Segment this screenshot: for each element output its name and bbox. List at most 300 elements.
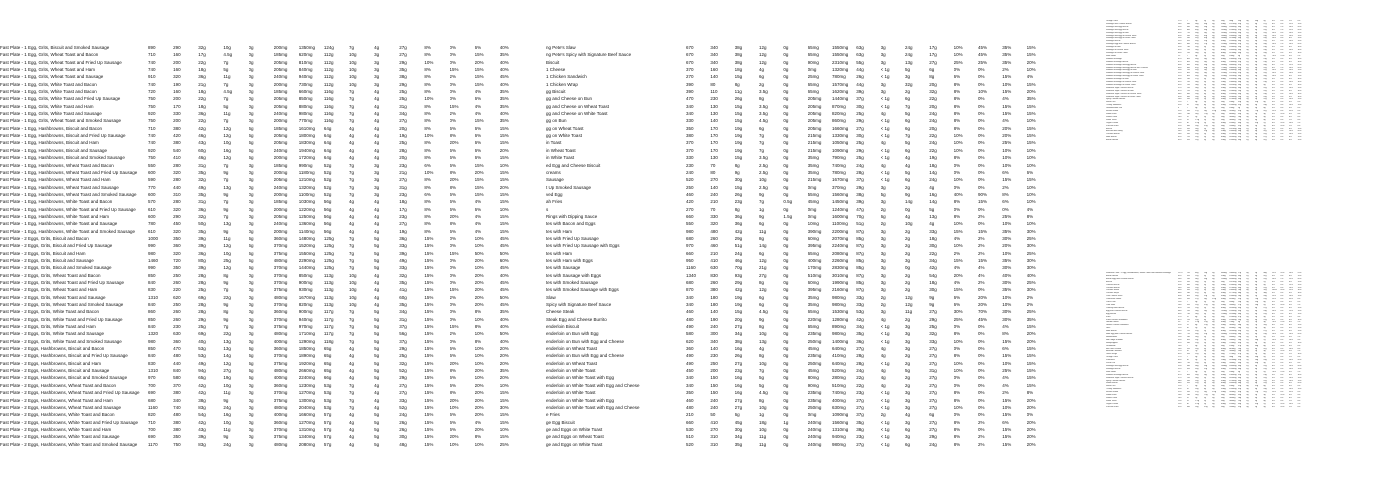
value-cell: 29g	[734, 280, 743, 285]
value-cell: 30g	[1195, 31, 1199, 34]
value-cell: 15%	[424, 368, 434, 374]
item-name-cell: Fried Chicken Sandwich	[1106, 318, 1128, 321]
table-row	[0, 389, 525, 396]
value-cell: 0g	[783, 434, 789, 440]
value-cell: < 1g	[880, 419, 890, 425]
value-cell: 60g	[399, 294, 407, 300]
value-cell: 230	[1186, 46, 1190, 49]
value-cell: 6%	[449, 419, 457, 425]
value-cell: 34g	[1237, 75, 1242, 78]
value-cell: 37g	[856, 96, 864, 102]
value-cell: 41g	[1237, 28, 1242, 31]
value-cell: 280	[173, 162, 181, 168]
value-cell: 45mg	[1220, 376, 1226, 379]
value-cell: 10%	[1288, 286, 1293, 289]
value-cell: 0g	[783, 235, 789, 241]
item-name-cell: Steak Egg and Cheese Burrito	[546, 316, 607, 322]
value-cell: 0%	[1271, 306, 1275, 309]
value-cell: 33g	[1195, 57, 1199, 60]
value-cell: 1050mg	[831, 140, 849, 146]
value-cell: 1660mg	[298, 412, 316, 418]
value-cell: 6%	[449, 375, 457, 381]
value-cell: 0mg	[1220, 301, 1225, 304]
value-cell: 500	[1178, 69, 1182, 72]
value-cell: 8%	[1271, 66, 1275, 69]
value-cell: 15	[1186, 118, 1189, 121]
value-cell: 17g	[1263, 306, 1267, 309]
value-cell: 250	[173, 272, 181, 278]
value-cell: 0mg	[1220, 124, 1225, 127]
value-cell: 15%	[1297, 286, 1302, 289]
value-cell: 3g	[904, 419, 910, 425]
table-row	[0, 110, 525, 117]
value-cell: 150	[1178, 399, 1182, 402]
table-row	[546, 206, 1051, 213]
value-cell: 28g	[1237, 289, 1242, 292]
value-cell: 0%	[1271, 286, 1275, 289]
value-cell: 26g	[399, 419, 407, 425]
value-cell: 0g	[783, 324, 789, 330]
value-cell: 65mg	[807, 81, 819, 87]
table-row	[546, 154, 1051, 161]
value-cell: 180	[710, 302, 718, 308]
value-cell: 0g	[1212, 402, 1215, 405]
value-cell: 570	[1178, 86, 1182, 89]
item-name-cell: Smoked Sausage on Bun	[1106, 78, 1129, 81]
value-cell: 0%	[977, 162, 985, 168]
value-cell: 12g	[1263, 312, 1267, 315]
value-cell: 1g	[1246, 367, 1249, 370]
value-cell: 0%	[1280, 83, 1284, 86]
value-cell: 750	[148, 103, 156, 109]
value-cell: 1180mg	[298, 169, 315, 175]
value-cell: 150	[1186, 110, 1190, 113]
value-cell: 6%	[1288, 280, 1292, 283]
value-cell: 8%	[424, 177, 431, 183]
value-cell: 25g	[856, 111, 864, 117]
value-cell: 0g	[1212, 405, 1215, 408]
value-cell: 410	[1178, 81, 1182, 84]
value-cell: 370	[173, 382, 181, 388]
value-cell: 2%	[1288, 405, 1292, 408]
value-cell: 4%	[953, 280, 961, 285]
value-cell: 15	[1186, 399, 1189, 402]
table-row	[0, 235, 525, 242]
item-name-cell: Pecan Pie	[1106, 362, 1116, 365]
value-cell: 0	[1186, 301, 1188, 304]
value-cell: 4g	[374, 199, 380, 205]
value-cell: 20%	[474, 412, 484, 418]
value-cell: 8%	[449, 169, 457, 175]
value-cell: 0g	[783, 272, 789, 278]
value-cell: 27g	[223, 368, 231, 374]
value-cell: 2%	[1280, 43, 1284, 46]
value-cell: 10%	[953, 360, 963, 366]
value-cell: 640mg	[831, 346, 846, 352]
value-cell: 430	[1178, 289, 1182, 292]
value-cell: 3g	[1254, 34, 1258, 37]
value-cell: 400mg	[273, 412, 288, 418]
value-cell: 10%	[1297, 92, 1302, 95]
value-cell: 0%	[977, 426, 985, 432]
value-cell: 17g	[198, 52, 206, 58]
value-cell: 24g	[856, 162, 864, 168]
value-cell: 2240mg	[298, 375, 316, 381]
value-cell: 6%	[1288, 37, 1292, 40]
value-cell: 94g	[198, 368, 206, 374]
value-cell: 10%	[474, 331, 484, 337]
value-cell: 210	[1186, 362, 1190, 365]
value-cell: 15%	[1002, 397, 1012, 403]
value-cell: 0g	[1212, 98, 1215, 101]
value-cell: 0%	[1271, 57, 1275, 60]
value-cell: 45%	[499, 280, 509, 285]
value-cell: 1090mg	[1229, 34, 1237, 37]
value-cell: 25g	[856, 155, 864, 161]
value-cell: 0%	[449, 243, 457, 249]
value-cell: 13g	[1263, 57, 1267, 60]
value-cell: 54g	[198, 412, 206, 418]
value-cell: 0g	[1212, 283, 1215, 286]
value-cell: 5g	[374, 316, 380, 322]
value-cell: 0%	[1271, 92, 1275, 95]
value-cell: 23g	[856, 390, 864, 396]
value-cell: 0g	[1203, 20, 1206, 22]
value-cell: 2%	[1026, 294, 1034, 300]
value-cell: 480	[1178, 362, 1182, 365]
value-cell: 15%	[424, 353, 434, 359]
value-cell: 20%	[1297, 382, 1302, 385]
value-cell: 40g	[1195, 28, 1199, 31]
value-cell: 24g	[1195, 312, 1199, 315]
value-cell: 0g	[248, 81, 254, 87]
value-cell: 42g	[1237, 341, 1242, 344]
value-cell: 370	[686, 67, 694, 73]
value-cell: 12g	[1263, 40, 1267, 43]
item-name-cell: Fast Plate - 1 Egg, Hashbrowns, White Toast and Sausage	[0, 221, 118, 227]
value-cell: 0g	[1254, 113, 1258, 115]
value-cell: 7g	[349, 390, 355, 396]
value-cell: 6g	[248, 346, 254, 352]
value-cell: 260mg	[1220, 69, 1227, 72]
value-cell: 280	[173, 199, 181, 205]
value-cell: 21g	[399, 169, 407, 175]
value-cell: 700	[148, 426, 156, 432]
value-cell: 170	[710, 140, 718, 146]
value-cell: 0g	[1212, 312, 1215, 315]
value-cell: 280	[1178, 394, 1182, 397]
table-row	[546, 426, 1051, 433]
value-cell: 8g	[1203, 382, 1206, 385]
value-cell: 310	[1186, 277, 1190, 280]
value-cell: 7g	[349, 331, 355, 337]
value-cell: 8%	[449, 133, 457, 139]
value-cell: 8g	[223, 309, 229, 315]
value-cell: 510	[1178, 72, 1182, 75]
value-cell: 4g	[929, 221, 935, 227]
value-cell: 5g	[374, 243, 380, 249]
table-row	[546, 81, 1051, 88]
value-cell: 14g	[758, 243, 767, 249]
table-row	[0, 345, 525, 352]
value-cell: 60g	[1237, 133, 1242, 136]
value-cell: 780	[148, 221, 156, 227]
value-cell: 2%	[1280, 365, 1284, 367]
value-cell: 0%	[1297, 107, 1301, 110]
value-cell: 1560mg	[1229, 57, 1237, 60]
value-cell: 15%	[424, 302, 434, 308]
value-cell: 22g	[1263, 89, 1267, 92]
table-row	[0, 426, 525, 433]
value-cell: 45%	[499, 243, 509, 249]
value-cell: 24g	[399, 412, 407, 418]
value-cell: 17g	[1195, 391, 1199, 394]
value-cell: 520	[686, 177, 694, 183]
value-cell: 235mg	[807, 353, 822, 359]
value-cell: 51g	[734, 243, 743, 249]
value-cell: 200mg	[273, 155, 288, 161]
value-cell: 1g	[1246, 347, 1249, 350]
value-cell: 20%	[474, 368, 484, 374]
value-cell: 12g	[1263, 78, 1267, 81]
value-cell: 10%	[1288, 376, 1293, 379]
value-cell: 31g	[1237, 101, 1242, 104]
value-cell: 7g	[758, 133, 764, 139]
value-cell: 2%	[449, 74, 457, 80]
value-cell: 0g	[783, 133, 789, 139]
value-cell: 30g	[856, 133, 864, 139]
value-cell: 10%	[1297, 81, 1302, 84]
value-cell: 33g	[399, 397, 407, 403]
value-cell: 0g	[1212, 72, 1215, 75]
value-cell: 860	[148, 309, 156, 315]
value-cell: 0g	[248, 67, 254, 73]
value-cell: 19g	[929, 155, 937, 161]
value-cell: 29g	[1237, 118, 1242, 121]
item-name-cell: Fast Plate - 1 Egg, Grits, Wheat Toast and Sausage	[0, 74, 104, 80]
value-cell: 9g	[1203, 49, 1206, 52]
value-cell: 2g	[1246, 379, 1249, 382]
value-cell: 1140mg	[1229, 312, 1237, 315]
value-cell: 0g	[1212, 274, 1215, 277]
value-cell: 0%	[1002, 206, 1009, 212]
value-cell: 16g	[1203, 22, 1207, 25]
value-cell: 110	[710, 89, 718, 95]
value-cell: 1650mg	[1229, 136, 1237, 139]
value-cell: 7g	[1203, 379, 1206, 382]
value-cell: 8%	[1297, 115, 1301, 118]
value-cell: 45mg	[1220, 104, 1226, 107]
value-cell: 420	[686, 199, 694, 205]
value-cell: 1640mg	[1229, 277, 1237, 280]
value-cell: 4g	[374, 302, 380, 308]
value-cell: 0g	[1195, 344, 1198, 347]
value-cell: 980mg	[831, 331, 846, 337]
value-cell: 0%	[1280, 292, 1284, 295]
value-cell: 4%	[1002, 375, 1009, 381]
value-cell: 3g	[1246, 113, 1249, 115]
table-row	[0, 352, 525, 359]
value-cell: 0mg	[1220, 370, 1225, 373]
value-cell: 480	[1178, 92, 1182, 95]
value-cell: 380	[173, 426, 181, 432]
value-cell: 3g	[1263, 321, 1266, 324]
value-cell: 35%	[1002, 45, 1012, 50]
value-cell: 370mg	[273, 280, 288, 285]
value-cell: 3.5g	[758, 89, 768, 95]
value-cell: 1320	[148, 331, 159, 337]
value-cell: 90mg	[807, 59, 819, 65]
value-cell: 21g	[1263, 277, 1267, 280]
value-cell: 48g	[1237, 292, 1242, 295]
value-cell: 15%	[1002, 89, 1012, 95]
value-cell: 2%	[1297, 321, 1301, 324]
value-cell: 1280mg	[1229, 283, 1237, 286]
value-cell: 750	[148, 96, 156, 102]
value-cell: 23g	[399, 191, 407, 197]
value-cell: 6%	[474, 155, 482, 161]
table-row	[0, 44, 525, 51]
value-cell: 6%	[449, 382, 457, 388]
value-cell: 0%	[977, 155, 985, 161]
value-cell: 0%	[1297, 356, 1301, 359]
value-cell: 15%	[1002, 103, 1012, 109]
value-cell: 130	[710, 155, 718, 161]
value-cell: 5g	[1254, 379, 1258, 382]
value-cell: 15%	[1297, 388, 1302, 391]
value-cell: 205mg	[807, 103, 822, 109]
value-cell: 0%	[1297, 301, 1301, 304]
value-cell: 5g	[1254, 98, 1258, 101]
value-cell: 35mg	[807, 155, 819, 161]
value-cell: 20g	[1263, 295, 1267, 298]
value-cell: 45mg	[1229, 301, 1235, 304]
value-cell: 1650mg	[1229, 330, 1237, 333]
value-cell: 19g	[1195, 306, 1199, 309]
value-cell: 7g	[1263, 338, 1266, 341]
value-cell: 7g	[223, 324, 229, 330]
value-cell: 2g	[1246, 292, 1249, 295]
value-cell: 90	[1186, 388, 1189, 391]
value-cell: 4g	[1254, 330, 1258, 333]
value-cell: 250mg	[807, 404, 822, 410]
value-cell: 35%	[1002, 228, 1012, 234]
value-cell: 0%	[977, 118, 985, 124]
value-cell: 34g	[1237, 69, 1242, 72]
value-cell: 27g	[734, 360, 743, 366]
value-cell: 0%	[977, 346, 985, 352]
value-cell: 0%	[1280, 341, 1284, 344]
value-cell: 370mg	[273, 272, 288, 278]
value-cell: 2%	[1297, 54, 1301, 57]
value-cell: 0g	[1212, 333, 1215, 336]
value-cell: 25g	[1263, 333, 1267, 336]
item-name-cell: Chicken Strips	[1106, 292, 1119, 295]
value-cell: 8%	[1297, 362, 1301, 365]
value-cell: < 1g	[880, 147, 890, 153]
value-cell: 0g	[248, 316, 254, 322]
value-cell: 1020mg	[1229, 31, 1237, 34]
value-cell: 25g	[223, 257, 231, 263]
value-cell: 2200mg	[831, 228, 849, 234]
value-cell: 2g	[1195, 115, 1198, 118]
value-cell: 20%	[449, 140, 459, 146]
value-cell: 10%	[1271, 31, 1276, 34]
value-cell: 16g	[734, 375, 743, 381]
value-cell: 42g	[1195, 66, 1199, 69]
value-cell: 27g	[856, 397, 864, 403]
value-cell: 113g	[323, 294, 334, 300]
value-cell: 15%	[1026, 133, 1036, 139]
value-cell: 15%	[424, 441, 434, 447]
item-name-cell: Turkey Sandwich	[1106, 104, 1122, 107]
value-cell: 2310mg	[831, 59, 849, 65]
value-cell: 5g	[374, 419, 380, 425]
value-cell: 42g	[198, 390, 206, 396]
item-name-cell: 1 Cheese	[546, 67, 566, 73]
value-cell: 30%	[1026, 265, 1036, 271]
value-cell: 0%	[977, 287, 985, 293]
value-cell: 0%	[1297, 110, 1301, 113]
value-cell: 9g	[758, 191, 764, 197]
table-row	[546, 433, 1051, 440]
value-cell: 30g	[1237, 49, 1242, 52]
value-cell: 0mg	[1220, 353, 1225, 356]
value-cell: 0%	[1297, 385, 1301, 388]
value-cell: 125g	[323, 257, 334, 263]
value-cell: 8%	[449, 221, 457, 227]
value-cell: 7g	[349, 397, 355, 403]
item-name-cell: Coca-Cola	[1106, 301, 1116, 304]
value-cell: 300	[1186, 295, 1190, 298]
value-cell: 0g	[1212, 95, 1215, 98]
value-cell: 17g	[1203, 43, 1207, 46]
value-cell: 0%	[977, 331, 985, 337]
value-cell: 0g	[1212, 277, 1215, 280]
value-cell: 38g	[1195, 25, 1199, 28]
table-row	[0, 441, 525, 448]
value-cell: 35%	[1002, 257, 1012, 263]
value-cell: 0g	[248, 441, 254, 447]
value-cell: 35g	[198, 169, 206, 175]
value-cell: 4g	[349, 419, 355, 425]
value-cell: 85g	[856, 235, 864, 241]
value-cell: 5g	[374, 412, 380, 418]
table-row	[0, 176, 525, 183]
value-cell: 11g	[223, 426, 231, 432]
value-cell: 185mg	[273, 125, 288, 131]
value-cell: 8%	[1297, 399, 1301, 402]
value-cell: 0g	[1212, 46, 1215, 49]
value-cell: 2g	[1246, 341, 1249, 344]
value-cell: 15%	[449, 103, 459, 109]
value-cell: 49g	[399, 257, 407, 263]
value-cell: 720	[148, 89, 156, 95]
value-cell: 0g	[248, 280, 254, 285]
value-cell: 15%	[424, 265, 434, 271]
table-row	[0, 139, 525, 146]
value-cell: 2g	[880, 294, 886, 300]
value-cell: 0mg	[807, 184, 817, 190]
value-cell: 0%	[1280, 46, 1284, 49]
value-cell: 480mg	[273, 368, 288, 374]
value-cell: 45%	[977, 45, 987, 50]
value-cell: 1g	[1246, 127, 1249, 130]
value-cell: 46g	[734, 257, 743, 263]
value-cell: 0g	[783, 103, 789, 109]
value-cell: 205mg	[273, 96, 288, 102]
value-cell: 31g	[1195, 34, 1199, 37]
